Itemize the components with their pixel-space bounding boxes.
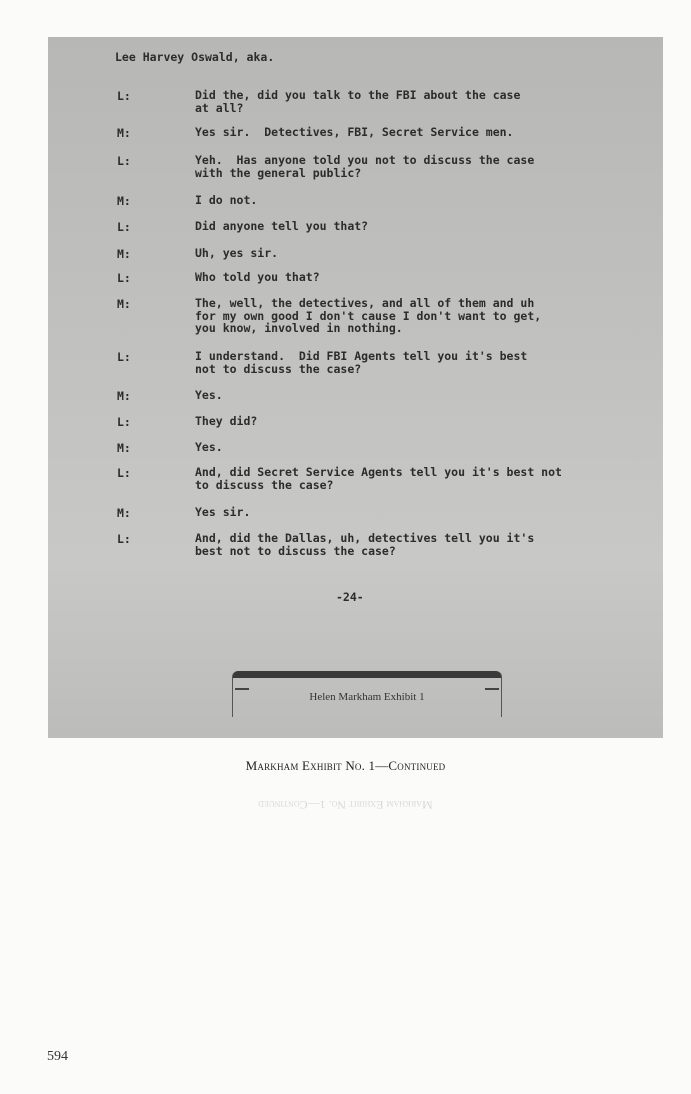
line-text: Did the, did you talk to the FBI about the case at all? (195, 88, 521, 115)
line-text: Yes. (195, 388, 223, 402)
line-text: Uh, yes sir. (195, 246, 279, 260)
line-text: They did? (195, 414, 258, 428)
speaker-label: L: (117, 271, 131, 285)
speaker-label: M: (117, 441, 131, 455)
speaker-label: L: (117, 415, 131, 429)
line-text: I understand. Did FBI Agents tell you it's best not to discuss the case? (195, 349, 528, 376)
exhibit-tab (232, 671, 502, 717)
exhibit-tab-tick (235, 688, 249, 690)
transcript-header: Lee Harvey Oswald, aka. (115, 50, 275, 64)
speaker-label: L: (117, 466, 131, 480)
speaker-label: L: (117, 350, 131, 364)
line-text: Did anyone tell you that? (195, 219, 369, 233)
exhibit-photo (48, 37, 663, 738)
book-page-number: 594 (47, 1049, 68, 1064)
speaker-label: L: (117, 532, 131, 546)
speaker-label: M: (117, 194, 131, 208)
speaker-label: L: (117, 220, 131, 234)
line-text: And, did Secret Service Agents tell you it's best not to discuss the case? (195, 465, 562, 492)
line-text: I do not. (195, 193, 258, 207)
line-text: Yeh. Has anyone told you not to discuss the case with the general public? (195, 153, 535, 180)
speaker-label: M: (117, 297, 131, 311)
speaker-label: M: (117, 389, 131, 403)
line-text: Yes. (195, 440, 223, 454)
transcript-page-number: -24- (336, 590, 364, 604)
speaker-label: L: (117, 89, 131, 103)
speaker-label: M: (117, 247, 131, 261)
line-text: Who told you that? (195, 270, 320, 284)
exhibit-tab-label: Helen Markham Exhibit 1 (309, 691, 425, 703)
line-text: And, did the Dallas, uh, detectives tell you it's best not to discuss the case? (195, 531, 535, 558)
line-text: The, well, the detectives, and all of them and uh for my own good I don't cause I don't want to get, you know, involved in nothing. (195, 296, 542, 335)
figure-caption: Markham Exhibit No. 1—Continued (245, 758, 446, 773)
line-text: Yes sir. (195, 505, 251, 519)
speaker-label: M: (117, 126, 131, 140)
bleed-through-caption: Markham Exhibit No. 1—Continued (258, 798, 433, 812)
speaker-label: M: (117, 506, 131, 520)
line-text: Yes sir. Detectives, FBI, Secret Service men. (195, 125, 514, 139)
speaker-label: L: (117, 154, 131, 168)
exhibit-tab-tick (485, 688, 499, 690)
exhibit-tab-bar (233, 671, 501, 678)
